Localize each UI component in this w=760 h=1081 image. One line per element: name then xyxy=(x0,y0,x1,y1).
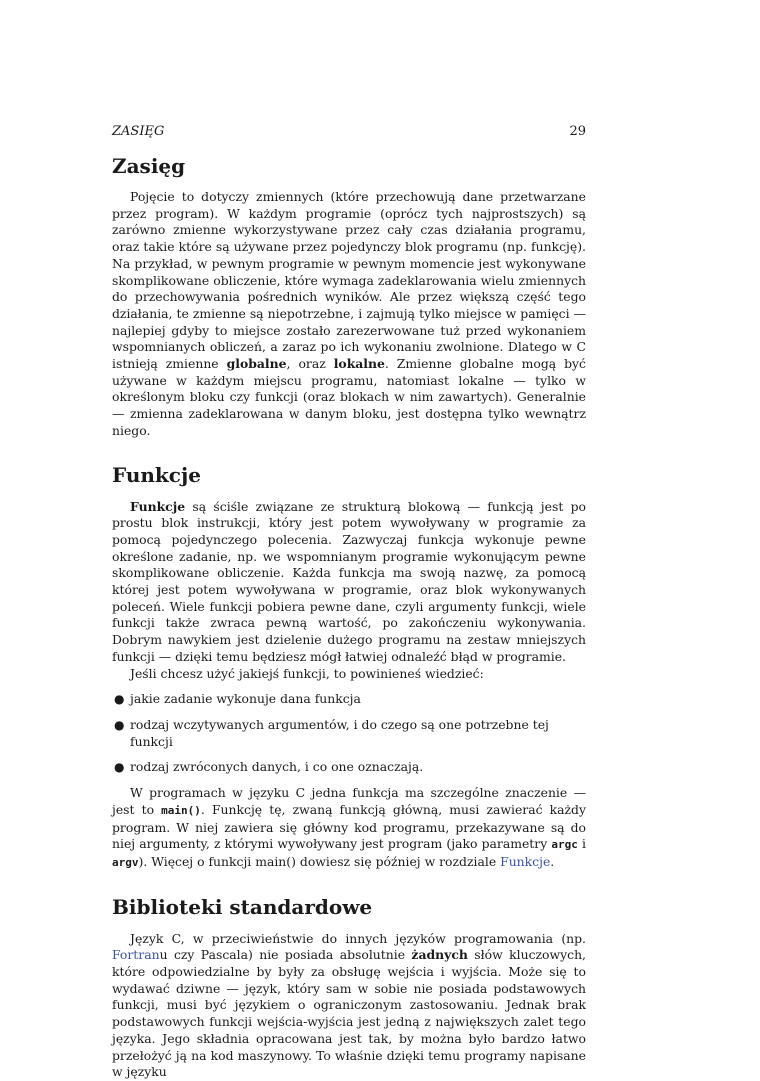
text-run: Pojęcie to dotyczy zmiennych (które przechowują dane przetwarzane przez program). W każdym programie (oprócz tych najprostszych) są zarówno zmienne wykorzystywane przez cały czas działania programu, oraz takie które są używane przez pojedynczy blok programu (np. funkcję). Na przykład, w pewnym programie w pewnym momencie jest wykonywane skomplikowane obliczenie, które wymaga zadeklarowania wielu zmiennych do przechowywania pośrednich wyników. Ale przez większą część tego działania, te zmienne są niepotrzebne, i zajmują tylko miejsce w pamięci — najlepiej gdyby to miejsce zostało zarezerwowane tuż przed wykonaniem wspomnianych obliczeń, a zaraz po ich wykonaniu zwolnione. Dlatego w C istnieją zmienne xyxy=(112,189,586,372)
text-run: ). Więcej o funkcji main() dowiesz się później w rozdziale xyxy=(138,853,501,869)
bullet-icon: ● xyxy=(114,760,125,775)
running-header-title: ZASIĘG xyxy=(112,124,165,139)
bold-term-lokalne: lokalne xyxy=(333,356,385,372)
section-heading-funkcje: Funkcje xyxy=(112,462,201,487)
paragraph-zasieg xyxy=(112,189,586,440)
paragraph-biblioteki xyxy=(112,931,586,1081)
bullet-list xyxy=(112,691,586,776)
text-run: , oraz xyxy=(286,356,334,372)
text-run: . xyxy=(550,853,555,869)
list-item-text: jakie zadanie wykonuje dana funkcja xyxy=(130,691,361,707)
code-main: main() xyxy=(161,803,201,817)
link-fortran[interactable]: Fortran xyxy=(112,947,160,963)
bold-term-funkcje: Funkcje xyxy=(130,498,186,514)
bold-term-globalne: globalne xyxy=(226,356,287,372)
code-argv: argv xyxy=(112,855,139,869)
text-run: słów kluczowych, które odpowiedzialne by były za obsługę wejścia i wyjścia. Może się to wydawać dziwne — język, który sam w sobie nie posiada podstawowych funkcji, musi być językiem o ograniczonym zastosowaniu. Jednak brak podstawowych funkcji wejścia-wyjścia jest jedną z największych zalet tego języka. Jego składnia opracowana jest tak, by można było bardzo łatwo przełożyć ją na kod maszynowy. To właśnie dzięki temu programy napisane w języku xyxy=(112,947,586,1080)
list-item-text: rodzaj wczytywanych argumentów, i do czego są one potrzebne tej funkcji xyxy=(130,716,549,749)
paragraph-funkcje-3 xyxy=(112,785,586,872)
list-item xyxy=(112,717,586,750)
text-run: Język C, w przeciwieństwie do innych języków programowania (np. xyxy=(130,930,586,946)
link-funkcje[interactable]: Funkcje xyxy=(500,853,551,869)
page-content xyxy=(112,150,586,1081)
text-run: . Zmienne globalne mogą być używane w każdym miejscu programu, natomiast lokalne — tylko w określonym bloku czy funkcji (oraz blokach w nim zawartych). Generalnie — zmienna zadeklarowana w danym bloku, jest dostępna tylko wewnątrz niego. xyxy=(112,356,586,438)
list-item xyxy=(112,691,586,708)
text-run: u czy Pascala) nie posiada absolutnie xyxy=(159,947,412,963)
text-run: W programach w języku C jedna funkcja ma szczególne znaczenie — jest to xyxy=(112,785,586,817)
paragraph-funkcje-2: Jeśli chcesz użyć jakiejś funkcji, to powinieneś wiedzieć: xyxy=(130,665,484,681)
bold-term-zadnych: żadnych xyxy=(411,947,468,963)
list-item-text: rodzaj zwróconych danych, i co one oznaczają. xyxy=(130,759,424,775)
section-heading-biblioteki: Biblioteki standardowe xyxy=(112,894,373,919)
bullet-icon: ● xyxy=(114,717,125,732)
code-argc: argc xyxy=(551,838,578,852)
text-run: są ściśle związane ze strukturą blokową — funkcją jest po prostu blok instrukcji, który jest potem wywoływany w programie za pomocą pojedynczego polecenia. Zazwyczaj funkcja wykonuje pewne określone zadanie, np. we wspomnianym programie wykonującym pewne skomplikowane obliczenie. Każda funkcja ma swoją nazwę, za pomocą której jest potem wywoływana w programie, oraz blok wykonywanych poleceń. Wiele funkcji pobiera pewne dane, czyli argumenty funkcji, wiele funkcji także zwraca pewną wartość, po zakończeniu wykonywania. Dobrym nawykiem jest dzielenie dużego programu na zestaw mniejszych funkcji — dzięki temu będziesz mógł łatwiej odnaleźć błąd w programie. xyxy=(112,498,586,664)
list-item xyxy=(112,759,586,776)
paragraph-funkcje-1 xyxy=(112,499,586,666)
text-run: i xyxy=(577,836,586,852)
running-header xyxy=(112,124,586,140)
bullet-icon: ● xyxy=(114,692,125,707)
text-run: . Funkcję tę, zwaną funkcją główną, musi zawierać każdy program. W niej zawiera się główny kod programu, przekazywane są do niej argumenty, z którymi wywoływany jest program (jako parametry xyxy=(112,801,586,852)
page-number: 29 xyxy=(569,124,586,139)
section-heading-zasieg: Zasięg xyxy=(112,154,186,178)
